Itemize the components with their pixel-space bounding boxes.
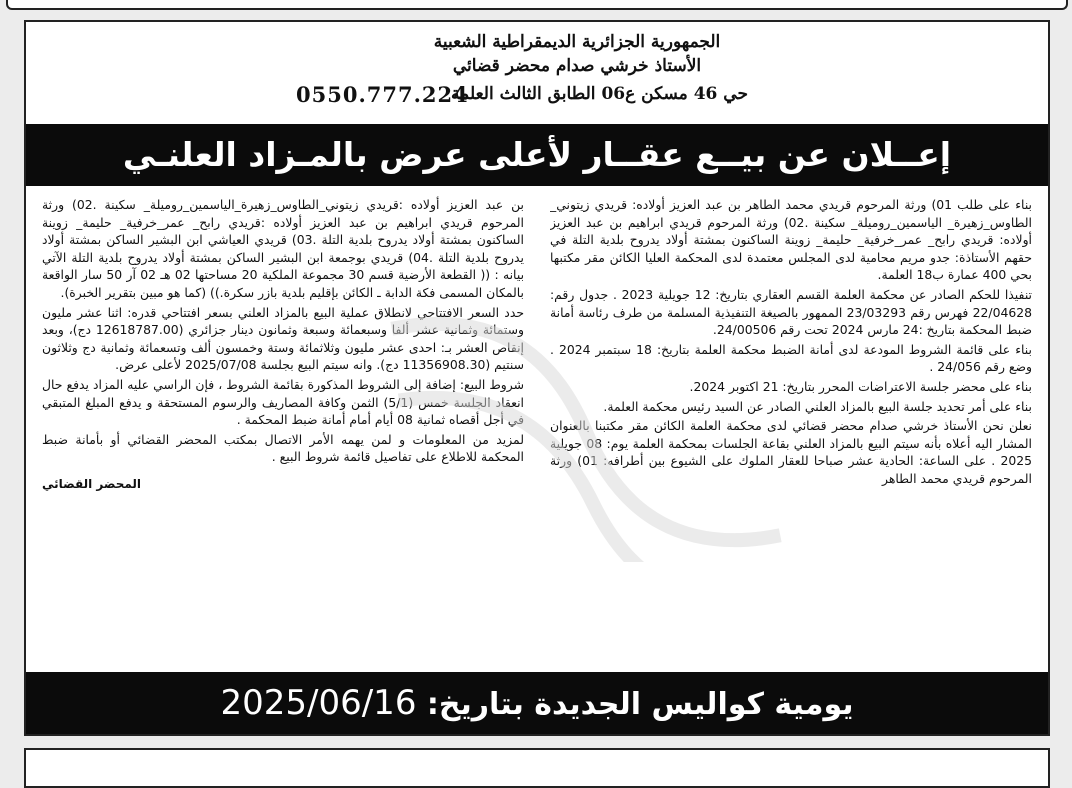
paragraph: حدد السعر الافتتاحي لانطلاق عملية البيع بالمزاد العلني بسعر افتتاحي قدره: اثنا عشر مليون وستمائة وثمانية عشر ألفا وسبعمائة وسبعة وثمانون دينار جزائري (12618787.00 دج)، وبعد إنقاص العشر بـ: احدى عشر مليون وثلاثمائة وستة وخمسون ألف وتسعمائة وثمانية دج وثلاثون سنتيم (11356908.30 دج). وانه سيتم البيع بجلسة 2025/07/08 لأعلى عرض. xyxy=(42,304,524,373)
paragraph: شروط البيع: إضافة إلى الشروط المذكورة بقائمة الشروط ، فإن الراسي عليه المزاد يدفع حال انعقاد الجلسة خمس (5/1) الثمن وكافة المصاريف والرسوم المستحقة و يدفع المبلغ المتبقي في أجل أقصاه ثمانية 08 أيام أمام أمانة ضبط المحكمة . xyxy=(42,376,524,428)
bailiff-name: الأستاذ خرشي صدام محضر قضائي xyxy=(452,56,702,76)
next-notice-edge xyxy=(24,748,1050,788)
signature: المحضر القضائي xyxy=(42,476,142,491)
paragraph: بناء على طلب 01) ورثة المرحوم قريدي محمد الطاهر بن عبد العزيز أولاده: قريدي زيتوني_ الطاوس_زهيرة_ الياسمين_روميلة_ سكينة .02) ورثة المرحوم قريدي ابراهيم بن عبد العزيز أولاده: قريدي رابح_ عمر_خرفية_ حليمة_ زوينة الساكنون بمشتة أولاد يدروح بلدية التلة في حقهم الأستاذة: جدو مريم محامية لدى المجلس معتمدة لدى المحكمة العليا الكائن مقر مكتبها بحي 400 عمارة ب18 العلمة. xyxy=(550,197,1032,283)
paragraph: تنفيذا للحكم الصادر عن محكمة العلمة القسم العقاري بتاريخ: 12 جويلية 2023 . جدول رقم: 22/04628 فهرس رقم 23/03293 الممهور بالصيغة التنفيذية المسلمة من طرف رئاسة أمانة ضبط المحكمة بتاريخ :24 مارس 2024 تحت رقم 24/00506. xyxy=(550,286,1032,338)
phone-number: 0550.777.224 xyxy=(296,82,469,107)
republic-title: الجمهورية الجزائرية الديمقراطية الشعبية xyxy=(433,32,721,52)
newspaper-label: يومية كواليس الجديدة بتاريخ: xyxy=(426,687,854,722)
paragraph: بناء على قائمة الشروط المودعة لدى أمانة الضبط محكمة العلمة بتاريخ: 18 سبتمبر 2024 . وضع رقم 24/056 . xyxy=(550,341,1032,375)
left-column xyxy=(42,196,524,674)
publication-date: 2025/06/16 xyxy=(220,683,417,723)
legal-notice xyxy=(24,20,1050,736)
office-address: حي 46 مسكن ع06 الطابق الثالث العلمة xyxy=(451,84,748,104)
paragraph: بناء على أمر تحديد جلسة البيع بالمزاد العلني الصادر عن السيد رئيس محكمة العلمة. xyxy=(603,398,1032,414)
address-row xyxy=(26,82,1048,108)
right-column xyxy=(550,196,1032,674)
paragraph: بن عبد العزيز أولاده :قريدي زيتوني_الطاوس_زهيرة_الياسمين_روميلة_ سكينة .02) ورثة المرحوم قريدي ابراهيم بن عبد العزيز أولاده :قريدي رابح_ عمر_خرفية_ حليمة_ زوينة الساكنون بمشتة أولاد يدروح بلدية التلة .03) قريدي العياشي ابن البشير الساكن بمشتة أولاد يدروح بلدية التلة .04) قريدي بوجمعة ابن البشير الساكن بمشتة أولاد يدروح بلدية التلة الآتي بيانه : (( القطعة الأرضية قسم 30 مجموعة الملكية 20 مساحتها 02 هـ 02 آر 50 سار الواقعة بالمكان المسمى فكة الدابة ـ الكائن بإقليم بلدية بازر سكرة.)) (كما هو مبين بتقرير الخبرة). xyxy=(42,197,524,300)
publication-footer xyxy=(26,672,1048,734)
previous-notice-edge xyxy=(6,0,1068,10)
notice-body xyxy=(42,196,1032,674)
paragraph: نعلن نحن الأستاذ خرشي صدام محضر قضائي لدى محكمة العلمة الكائن مقر مكتبنا بالعنوان المشار اليه أعلاه بأنه سيتم البيع بالمزاد العلني بقاعة الجلسات بمحكمة العلمة يوم: 08 جويلية 2025 . على الساعة: الحادية عشر صباحا للعقار الملوك على الشيوع بين أطرافه: 01) ورثة المرحوم قريدي محمد الطاهر xyxy=(550,418,1032,486)
notice-header xyxy=(26,30,1048,108)
notice-title-banner: إعــلان عن بيــع عقــار لأعلى عرض بالمـزاد العلنـي xyxy=(26,124,1048,186)
paragraph: لمزيد من المعلومات و لمن يهمه الأمر الاتصال بمكتب المحضر القضائي أو بأمانة ضبط المحكمة للاطلاع على تفاصيل قائمة شروط البيع . xyxy=(42,431,524,465)
paragraph: بناء على محضر جلسة الاعتراضات المحرر بتاريخ: 21 اكتوبر 2024. xyxy=(689,378,1032,394)
